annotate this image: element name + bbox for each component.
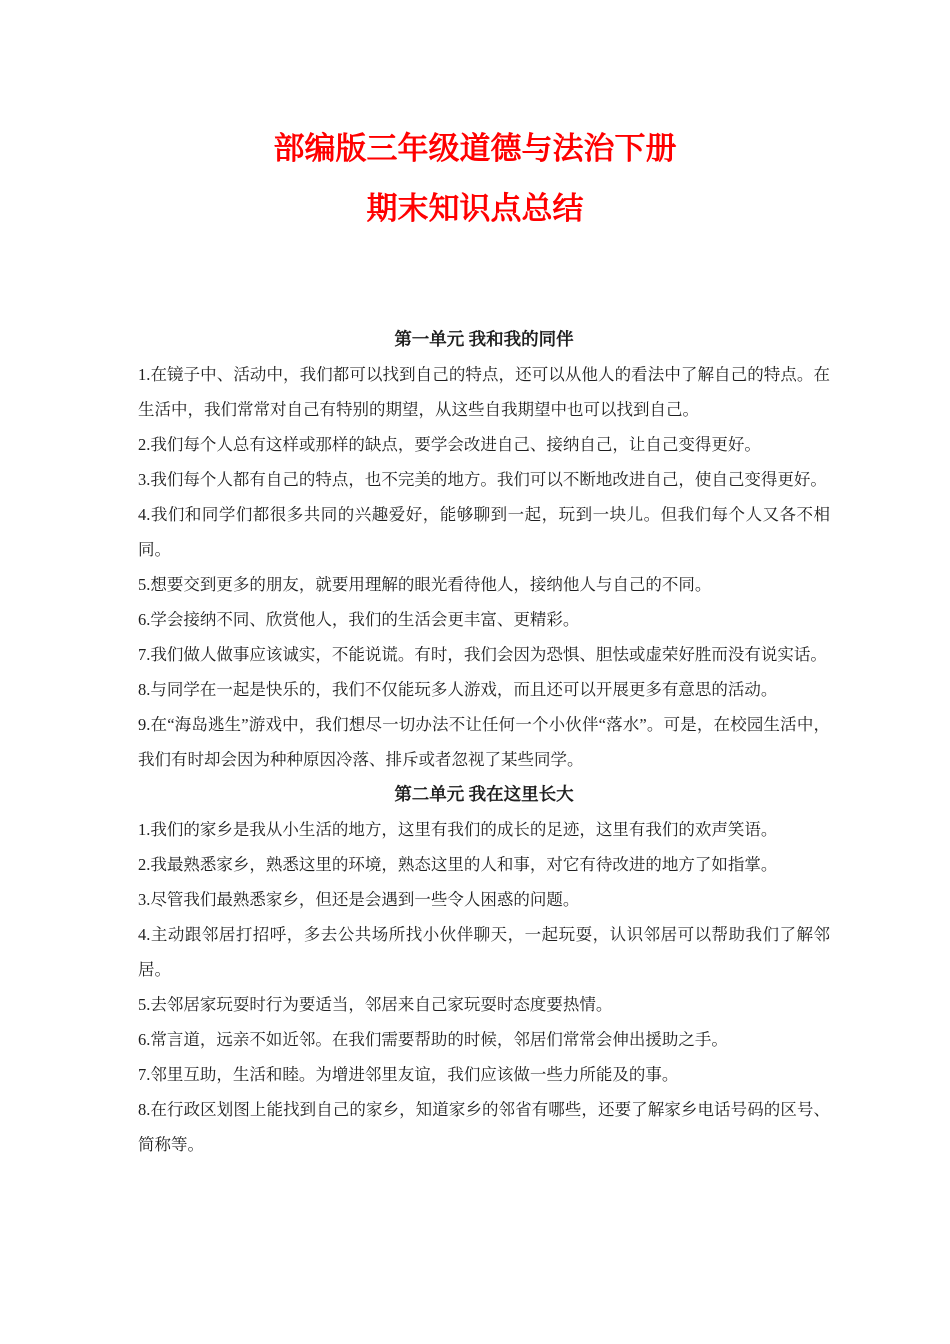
- list-item: 8.在行政区划图上能找到自己的家乡，知道家乡的邻省有哪些，还要了解家乡电话号码的区号、简称等。: [138, 1100, 830, 1154]
- list-item: 8.与同学在一起是快乐的，我们不仅能玩多人游戏，而且还可以开展更多有意思的活动。: [138, 680, 778, 699]
- list-item: 3.尽管我们最熟悉家乡，但还是会遇到一些令人困惑的问题。: [138, 890, 580, 909]
- document-body: [138, 322, 830, 1162]
- list-item: 1.我们的家乡是我从小生活的地方，这里有我们的成长的足迹，这里有我们的欢声笑语。: [138, 820, 778, 839]
- list-item: 3.我们每个人都有自己的特点，也不完美的地方。我们可以不断地改进自己，使自己变得更好。: [138, 470, 827, 489]
- list-item: 2.我最熟悉家乡，熟悉这里的环境，熟态这里的人和事，对它有待改进的地方了如指掌。: [138, 855, 778, 874]
- document-title: [0, 0, 950, 226]
- list-item: 1.在镜子中、活动中，我们都可以找到自己的特点，还可以从他人的看法中了解自己的特点。在生活中，我们常常对自己有特别的期望，从这些自我期望中也可以找到自己。: [138, 365, 830, 419]
- list-item: 6.学会接纳不同、欣赏他人，我们的生活会更丰富、更精彩。: [138, 610, 580, 629]
- list-item: 6.常言道，远亲不如近邻。在我们需要帮助的时候，邻居们常常会伸出援助之手。: [138, 1030, 728, 1049]
- section-heading-unit2: 第二单元 我在这里长大: [394, 784, 574, 804]
- title-line-1: 部编版三年级道德与法治下册: [273, 131, 677, 166]
- list-item: 5.去邻居家玩耍时行为要适当，邻居来自己家玩耍时态度要热情。: [138, 995, 613, 1014]
- list-item: 5.想要交到更多的朋友，就要用理解的眼光看待他人，接纳他人与自己的不同。: [138, 575, 712, 594]
- title-line-2: 期末知识点总结: [366, 191, 584, 226]
- section-heading-unit1: 第一单元 我和我的同伴: [394, 329, 574, 349]
- list-item: 7.我们做人做事应该诚实，不能说谎。有时，我们会因为恐惧、胆怯或虚荣好胜而没有说实话。: [138, 645, 827, 664]
- list-item: 2.我们每个人总有这样或那样的缺点，要学会改进自己、接纳自己，让自己变得更好。: [138, 435, 761, 454]
- list-item: 4.主动跟邻居打招呼，多去公共场所找小伙伴聊天，一起玩耍，认识邻居可以帮助我们了解邻居。: [138, 925, 830, 979]
- list-item: 9.在“海岛逃生”游戏中，我们想尽一切办法不让任何一个小伙伴“落水”。可是，在校园生活中，我们有时却会因为种种原因冷落、排斥或者忽视了某些同学。: [138, 715, 830, 769]
- list-item: 4.我们和同学们都很多共同的兴趣爱好，能够聊到一起，玩到一块儿。但我们每个人又各不相同。: [138, 505, 830, 559]
- list-item: 7.邻里互助，生活和睦。为增进邻里友谊，我们应该做一些力所能及的事。: [138, 1065, 679, 1084]
